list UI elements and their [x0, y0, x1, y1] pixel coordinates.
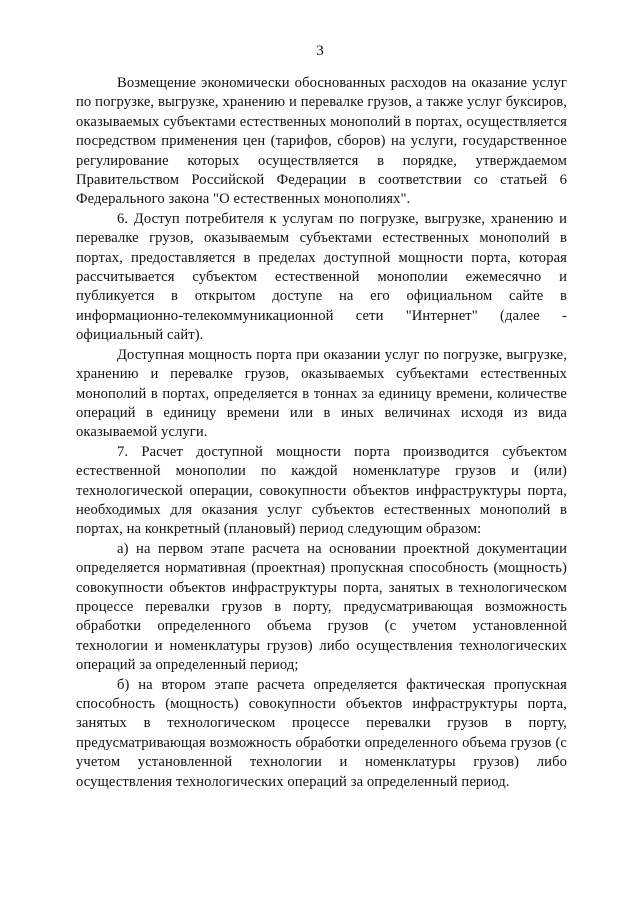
paragraph-item-6: 6. Доступ потребителя к услугам по погрузке, выгрузке, хранению и перевалке грузов, оказываемым субъектами естественных монополий в портах, предоставляется в пределах доступной мощности порта, которая рассчитывается субъектом естественной монополии ежемесячно и публикуется в открытом доступе на его официальном сайте в информационно-телекоммуникационной сети "Интернет" (далее - официальный сайт). [76, 210, 567, 344]
paragraph-available-capacity: Доступная мощность порта при оказании услуг по погрузке, выгрузке, хранению и перевалке грузов, оказываемых субъектами естественных монополий в портах, определяется в тоннах за единицу времени, количестве операций в единицу времени или в иных величинах исходя из вида оказываемой услуги. [76, 346, 567, 441]
paragraph-item-7b: б) на втором этапе расчета определяется фактическая пропускная способность (мощность) совокупности объектов инфраструктуры порта, занятых в технологическом процессе перевалки грузов в порту, предусматривающая возможность обработки определенного объема грузов (с учетом установленной технологии и номенклатуры грузов) либо осуществления технологических операций за определенный период. [76, 676, 567, 790]
page-number: 3 [316, 43, 324, 59]
paragraph-cost-recovery: Возмещение экономически обоснованных расходов на оказание услуг по погрузке, выгрузке, хранению и перевалке грузов, а также услуг буксиров, оказываемых субъектами естественных монополий в портах, осуществляется посредством применения цен (тарифов, сборов) на услуги, государственное регулирование которых осуществляется в порядке, утверждаемом Правительством Российской Федерации в соответствии со статьей 6 Федерального закона "О естественных монополиях". [76, 75, 567, 208]
document-body [76, 74, 567, 792]
paragraph-item-7: 7. Расчет доступной мощности порта производится субъектом естественной монополии по каждой номенклатуре грузов и (или) технологической операции, совокупности объектов инфраструктуры порта, необходимых для оказания услуг субъектов естественных монополий в портах, на конкретный (плановый) период следующим образом: [76, 443, 567, 538]
paragraph-item-7a: а) на первом этапе расчета на основании проектной документации определяется нормативная (проектная) пропускная способность (мощность) совокупности объектов инфраструктуры порта, занятых в технологическом процессе перевалки грузов в порту, предусматривающая возможность обработки определенного объема грузов (с учетом установленной технологии и номенклатуры грузов) либо осуществления технологических операций за определенный период; [76, 540, 567, 674]
